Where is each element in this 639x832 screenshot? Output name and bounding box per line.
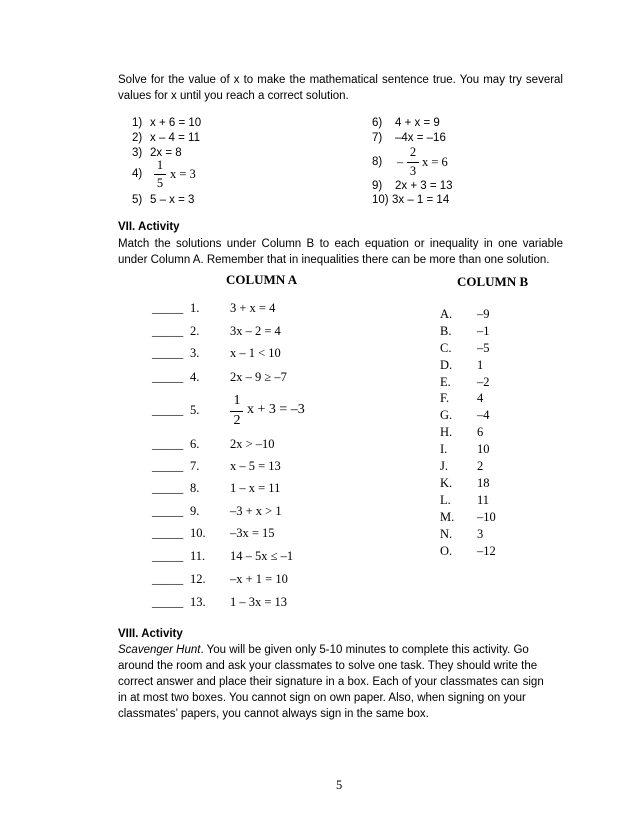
column-b-row [440, 425, 484, 440]
answer-blank[interactable]: _____ [152, 346, 184, 360]
intro-line-2: values for x until you reach a correct solution. [118, 90, 349, 102]
item-number: 13. [190, 595, 206, 609]
item-expression: 1 – 3x = 13 [230, 595, 288, 609]
item-expression: x + 3 = –3 [247, 402, 305, 417]
fraction-bar [230, 411, 243, 412]
answer-blank[interactable]: _____ [152, 370, 184, 384]
column-b-row [440, 391, 484, 406]
item-number: 11. [190, 549, 206, 563]
activity-8-line-1-text: . You will be given only 5-10 minutes to complete this activity. Go [200, 644, 529, 656]
column-a-row [152, 504, 282, 519]
problem-2 [132, 132, 200, 144]
item-value: –9 [477, 307, 490, 321]
column-b-row [440, 527, 484, 542]
item-value: –2 [477, 375, 490, 389]
fraction-bar [154, 174, 166, 175]
column-b-row [440, 510, 496, 525]
activity-8-title: VIII. Activity [118, 628, 183, 640]
item-number: 7. [190, 459, 200, 473]
problem-9 [372, 180, 453, 192]
item-value: 1 [477, 358, 484, 372]
answer-blank[interactable]: _____ [152, 459, 184, 473]
problem-expression: x = 6 [422, 155, 448, 169]
answer-blank[interactable]: _____ [152, 301, 184, 315]
problem-10 [372, 194, 450, 206]
fraction-denominator: 3 [409, 164, 417, 178]
item-value: 10 [477, 442, 490, 456]
item-value: 3 [477, 527, 484, 541]
item-letter: N. [440, 527, 453, 541]
fraction-bar [407, 162, 419, 163]
item-number: 6. [190, 437, 200, 451]
item-letter: C. [440, 341, 452, 355]
answer-blank[interactable]: _____ [152, 481, 184, 495]
item-value: –1 [477, 324, 490, 338]
item-number: 10. [190, 526, 206, 540]
item-number: 12. [190, 572, 206, 586]
column-a-row [152, 301, 276, 316]
item-value: 4 [477, 391, 484, 405]
problem-sign: – [397, 155, 404, 169]
problem-6 [372, 117, 440, 129]
activity-7-line-1: Match the solutions under Column B to each equation or inequality in one variable [118, 238, 563, 250]
problem-expression: x = 3 [170, 167, 196, 181]
item-value: –4 [477, 408, 490, 422]
column-b-row [440, 307, 490, 322]
column-b-row [440, 324, 490, 339]
answer-blank[interactable]: _____ [152, 572, 184, 586]
answer-blank[interactable]: _____ [152, 526, 184, 540]
problem-7 [372, 132, 446, 144]
problem-expression: 5 – x = 3 [150, 194, 195, 206]
item-letter: J. [440, 459, 448, 473]
problem-expression: 2x + 3 = 13 [395, 180, 453, 192]
column-b-row [440, 358, 484, 373]
column-b-header: COLUMN B [457, 274, 529, 289]
problem-number: 1) [132, 117, 143, 129]
fraction-numerator: 1 [156, 158, 164, 172]
problem-number: 4) [132, 168, 143, 180]
item-expression: 14 – 5x ≤ –1 [230, 549, 294, 563]
item-letter: M. [440, 510, 455, 524]
column-a-row [152, 595, 288, 610]
answer-blank[interactable]: _____ [152, 403, 184, 417]
problem-number: 5) [132, 194, 143, 206]
problem-8 [372, 156, 382, 168]
column-b-row [440, 408, 490, 423]
problem-number: 10) [372, 194, 389, 206]
item-number: 5. [190, 403, 200, 417]
problem-expression: x – 4 = 11 [150, 132, 200, 144]
answer-blank[interactable]: _____ [152, 549, 184, 563]
activity-8-line-2: around the room and ask your classmates to solve one task. They should write the [118, 660, 538, 672]
column-a-row [152, 481, 281, 496]
item-expression: –x + 1 = 10 [230, 572, 288, 586]
column-a-row [152, 403, 200, 418]
activity-7-line-2: under Column A. Remember that in inequalities there can be more than one solution. [118, 254, 550, 266]
column-b-row [440, 442, 490, 457]
column-a-row [152, 549, 294, 564]
fraction-numerator: 1 [233, 393, 241, 408]
column-b-row [440, 459, 484, 474]
item-value: 11 [477, 493, 490, 507]
problem-number: 6) [372, 117, 383, 129]
item-expression: –3 + x > 1 [230, 504, 282, 518]
activity-8-line-5: classmates’ papers, you cannot always sign in the same box. [118, 708, 429, 720]
answer-blank[interactable]: _____ [152, 595, 184, 609]
problem-number: 9) [372, 180, 383, 192]
problem-number: 2) [132, 132, 143, 144]
item-expression: 3x – 2 = 4 [230, 324, 281, 338]
page-number: 5 [336, 778, 343, 792]
intro-line-1: Solve for the value of x to make the mathematical sentence true. You may try several [118, 74, 563, 86]
item-expression: x – 5 = 13 [230, 459, 281, 473]
problem-number: 7) [372, 132, 383, 144]
item-letter: E. [440, 375, 451, 389]
activity-8-line-3: correct answer and place their signature in a box. Each of your classmates can sign [118, 676, 544, 688]
item-expression: 2x – 9 ≥ –7 [230, 370, 287, 384]
problem-1 [132, 117, 202, 129]
item-value: –5 [477, 341, 490, 355]
item-number: 9. [190, 504, 200, 518]
column-b-row [440, 493, 490, 508]
item-number: 3. [190, 346, 200, 360]
answer-blank[interactable]: _____ [152, 504, 184, 518]
answer-blank[interactable]: _____ [152, 324, 184, 338]
item-letter: F. [440, 391, 450, 405]
column-b-row [440, 375, 490, 390]
item-number: 4. [190, 370, 200, 384]
item-value: 6 [477, 425, 484, 439]
item-letter: A. [440, 307, 453, 321]
fraction-numerator: 2 [409, 145, 417, 159]
item-letter: D. [440, 358, 453, 372]
problem-expression: 4 + x = 9 [395, 117, 440, 129]
problem-expression: –4x = –16 [395, 132, 446, 144]
column-b-row [440, 341, 490, 356]
column-b-row [440, 544, 496, 559]
item-value: 2 [477, 459, 484, 473]
item-letter: I. [440, 442, 448, 456]
item-expression: –3x = 15 [230, 526, 275, 540]
column-a-row [152, 526, 275, 541]
item-letter: G. [440, 408, 453, 422]
item-letter: K. [440, 476, 453, 490]
item-expression: 2x > –10 [230, 437, 275, 451]
column-a-row [152, 572, 288, 587]
item-value: –12 [477, 544, 496, 558]
problem-5 [132, 194, 195, 206]
activity-8-lead: Scavenger Hunt [118, 644, 201, 656]
item-number: 8. [190, 481, 200, 495]
column-a-row [152, 346, 281, 361]
fraction-denominator: 2 [233, 413, 241, 428]
problem-expression: 3x – 1 = 14 [392, 194, 450, 206]
item-value: –10 [477, 510, 496, 524]
problem-number: 3) [132, 147, 143, 159]
activity-7-title: VII. Activity [118, 221, 180, 233]
problem-4 [132, 168, 142, 180]
column-a-row [152, 459, 281, 474]
activity-8-line-4: in at most two boxes. You cannot sign on own paper. Also, when signing on your [118, 692, 526, 704]
fraction-denominator: 5 [156, 176, 164, 190]
item-letter: L. [440, 493, 451, 507]
column-a-row [152, 437, 275, 452]
item-letter: O. [440, 544, 453, 558]
column-a-header: COLUMN A [226, 272, 298, 287]
item-letter: B. [440, 324, 452, 338]
column-a-row [152, 370, 287, 385]
item-number: 1. [190, 301, 200, 315]
item-expression: 1 – x = 11 [230, 481, 281, 495]
activity-8-line-1 [118, 644, 529, 656]
problem-expression: x + 6 = 10 [150, 117, 202, 129]
item-expression: 3 + x = 4 [230, 301, 276, 315]
problem-expression: 2x = 8 [150, 147, 182, 159]
item-letter: H. [440, 425, 453, 439]
answer-blank[interactable]: _____ [152, 437, 184, 451]
item-number: 2. [190, 324, 200, 338]
item-expression: x – 1 < 10 [230, 346, 281, 360]
problem-number: 8) [372, 156, 383, 168]
problem-3 [132, 147, 182, 159]
column-a-row [152, 324, 281, 339]
item-value: 18 [477, 476, 490, 490]
column-b-row [440, 476, 490, 491]
